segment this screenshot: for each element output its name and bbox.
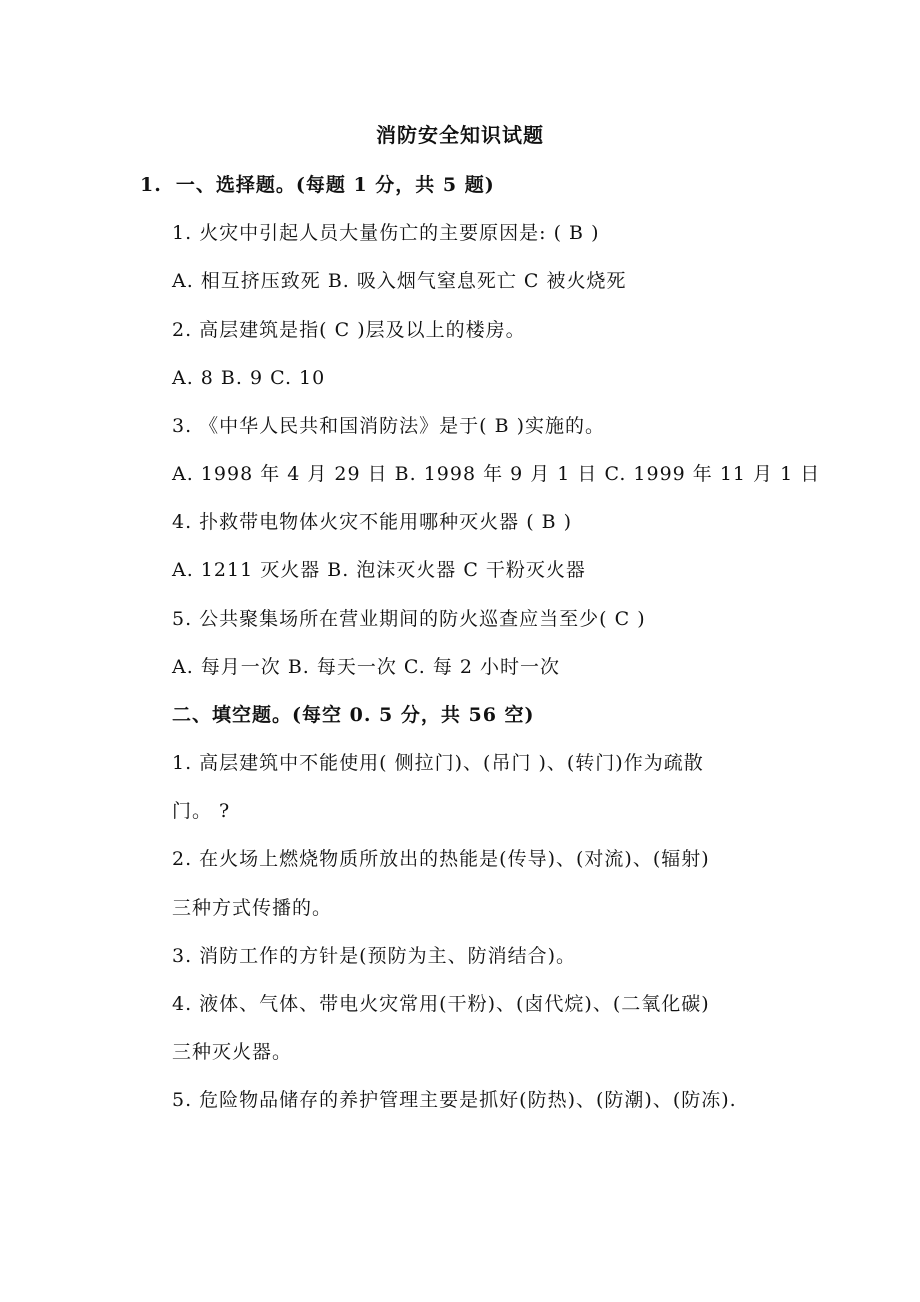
fill-item-2-continuation: 三种方式传播的。 (172, 897, 333, 919)
fill-item-5: 5. 危险物品储存的养护管理主要是抓好(防热)、(防潮)、(防冻). (172, 1089, 737, 1111)
fill-item-2: 2. 在火场上燃烧物质所放出的热能是(传导)、(对流)、(辐射) (172, 848, 710, 870)
fill-item-4: 4. 液体、气体、带电火灾常用(干粉)、(卤代烷)、(二氧化碳) (172, 993, 710, 1015)
question-1: 1. 火灾中引起人员大量伤亡的主要原因是: ( B ) (172, 222, 600, 244)
section-1-number: 1. (140, 174, 162, 196)
question-4-options: A. 1211 灭火器 B. 泡沫灭火器 C 干粉灭火器 (172, 559, 586, 581)
section-2-heading: 二、填空题。(每空 0. 5 分，共 56 空) (172, 704, 535, 726)
fill-item-1: 1. 高层建筑中不能使用( 侧拉门)、(吊门 )、(转门)作为疏散 (172, 752, 704, 774)
question-2-options: A. 8 B. 9 C. 10 (172, 367, 326, 389)
fill-item-1-continuation: 门。 ? (172, 800, 231, 822)
question-3: 3. 《中华人民共和国消防法》是于( B )实施的。 (172, 415, 606, 437)
question-4: 4. 扑救带电物体火灾不能用哪种灭火器 ( B ) (172, 511, 573, 533)
page-title: 消防安全知识试题 (376, 123, 544, 147)
question-2: 2. 高层建筑是指( C )层及以上的楼房。 (172, 319, 526, 341)
question-3-options: A. 1998 年 4 月 29 日 B. 1998 年 9 月 1 日 C. 1999 年 11 月 1 日 (172, 463, 821, 485)
fill-item-3: 3. 消防工作的方针是(预防为主、防消结合)。 (172, 945, 576, 967)
fill-item-4-continuation: 三种灭火器。 (172, 1041, 293, 1063)
section-1-heading (140, 172, 495, 198)
question-5-options: A. 每月一次 B. 每天一次 C. 每 2 小时一次 (172, 656, 561, 678)
section-1-title: 一、选择题。(每题 1 分，共 5 题) (175, 174, 495, 196)
question-5: 5. 公共聚集场所在营业期间的防火巡查应当至少( C ) (172, 608, 646, 630)
question-1-options: A. 相互挤压致死 B. 吸入烟气窒息死亡 C 被火烧死 (172, 270, 627, 292)
